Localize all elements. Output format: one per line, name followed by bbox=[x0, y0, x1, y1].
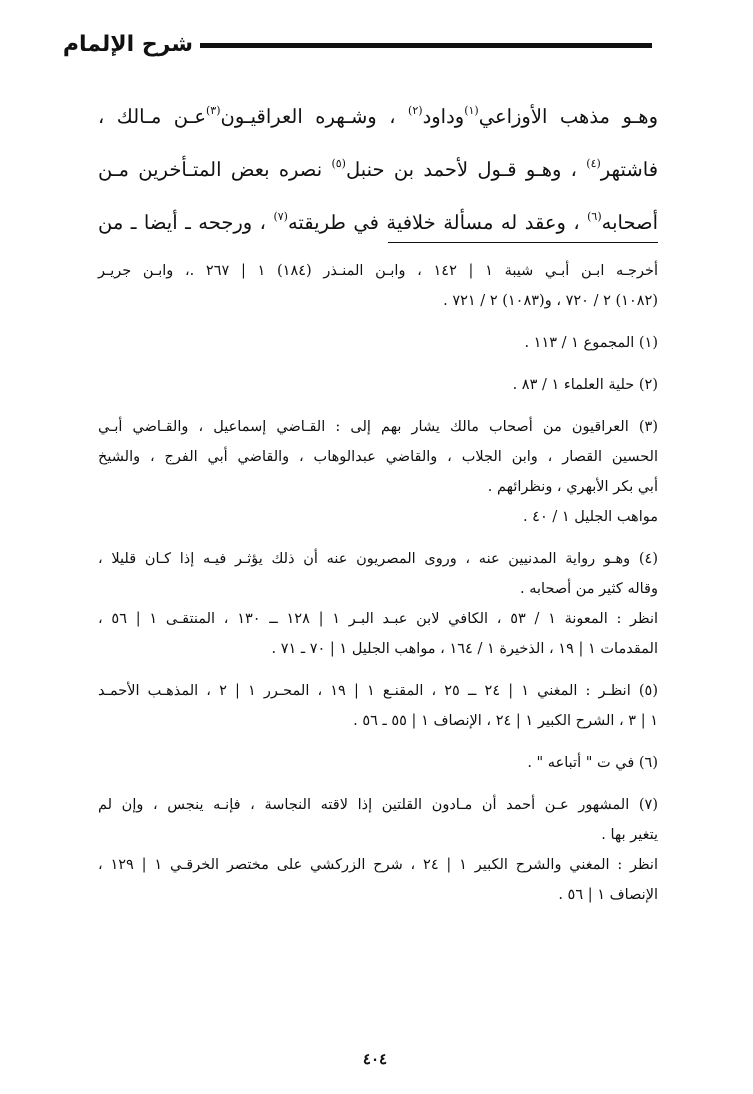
footnote-line: أخرجـه ابـن أبـي شيبة ١ | ١٤٢ ، وابـن المنـذر (١٨٤) ١ | ٢٦٧ .، وابـن جريـر bbox=[98, 263, 658, 279]
footnote-line: أبي بكر الأبهري ، ونظرائهم . bbox=[487, 479, 658, 495]
footnote-line: (٦) في ت " أتباعه " . bbox=[527, 755, 658, 771]
footnote-line: ١ | ٣ ، الشرح الكبير ١ | ٢٤ ، الإنصاف ١ | ٥٥ ـ ٥٦ . bbox=[353, 713, 658, 729]
footnote-line: انظر : المعونة ١ / ٥٣ ، الكافي لابن عبـد البـر ١ | ١٢٨ ــ ١٣٠ ، المنتقـى ١ | ٥٦ ، bbox=[98, 611, 659, 627]
page-number: ٤٠٤ bbox=[362, 1050, 388, 1068]
footnote-line: (٤) وهـو رواية المدنيين عنه ، وروى المصريون عنه أن ذلك يؤثـر فيـه إذا كـان قليلا ، bbox=[98, 551, 658, 567]
footnote-line: (٣) العراقيون من أصحاب مالك يشار بهم إلى : القـاضي إسماعيل ، والقـاضي أبـي bbox=[98, 419, 658, 435]
running-header-title: شرح الإلمام bbox=[62, 32, 193, 57]
footnote-paragraph bbox=[98, 790, 658, 910]
footnote-paragraph bbox=[98, 676, 658, 736]
footnote-line: (٥) انظـر : المغني ١ | ٢٤ ــ ٢٥ ، المقنـع ١ | ١٩ ، المحـرر ١ | ٢ ، المذهـب الأحمـد bbox=[98, 683, 658, 699]
body-line: فاشتهر$^{(٤)}$ ، وهـو قـول لأحمد بن حنبل$^{(٥)}$ نصره بعض المتـأخرين مـن bbox=[98, 157, 659, 181]
footnote-line: يتغير بها . bbox=[601, 827, 658, 843]
body-line: وهـو مذهب الأوزاعي$^{(١)}$وداود$^{(٢)}$ ، وشـهره العراقيـون$^{(٣)}$عـن مـالك ، bbox=[98, 104, 659, 128]
footnote-line: مواهب الجليل ١ / ٤٠ . bbox=[522, 509, 658, 525]
footnote-paragraph bbox=[98, 544, 658, 664]
footnote-line: انظر : المغني والشرح الكبير ١ | ٢٤ ، شرح الزركشي على مختصر الخرقـي ١ | ١٢٩ ، bbox=[98, 857, 658, 873]
footnote-line: الحسين القصار ، وابن الجلاب ، والقاضي عبدالوهاب ، والقاضي أبي الفرج ، والشيخ bbox=[98, 449, 658, 465]
footnote-line: وقاله كثير من أصحابه . bbox=[520, 581, 658, 597]
footnote-paragraph bbox=[98, 370, 658, 400]
footnote-line: (١٠٨٢) ٢ / ٧٢٠ ، و(١٠٨٣) ٢ / ٧٢١ . bbox=[443, 293, 658, 309]
footnote-paragraph bbox=[98, 328, 658, 358]
main-body-text bbox=[98, 90, 658, 249]
footnote-line: (١) المجموع ١ / ١١٣ . bbox=[524, 335, 658, 351]
body-line: أصحابه$^{(٦)}$ ، وعقد له مسألة خلافية في طريقته$^{(٧)}$ ، ورجحه ـ أيضا ـ من bbox=[98, 210, 659, 234]
footnote-paragraph bbox=[98, 748, 658, 778]
footnotes bbox=[98, 256, 658, 910]
footnote-line: (٢) حلية العلماء ١ / ٨٣ . bbox=[512, 377, 658, 393]
footnote-line: المقدمات ١ | ١٩ ، الذخيرة ١ / ١٦٤ ، مواهب الجليل ١ | ٧٠ ـ ٧١ . bbox=[271, 641, 658, 657]
footnote-line: الإنصاف ١ | ٥٦ . bbox=[558, 887, 658, 903]
header-rule bbox=[200, 43, 652, 48]
footnote-paragraph bbox=[98, 256, 658, 316]
footnote-separator bbox=[388, 242, 658, 243]
footnote-paragraph bbox=[98, 412, 658, 532]
footnote-line: (٧) المشهور عـن أحمد أن مـادون القلتين إذا لاقته النجاسة ، فإنـه ينجس ، وإن لم bbox=[98, 797, 658, 813]
